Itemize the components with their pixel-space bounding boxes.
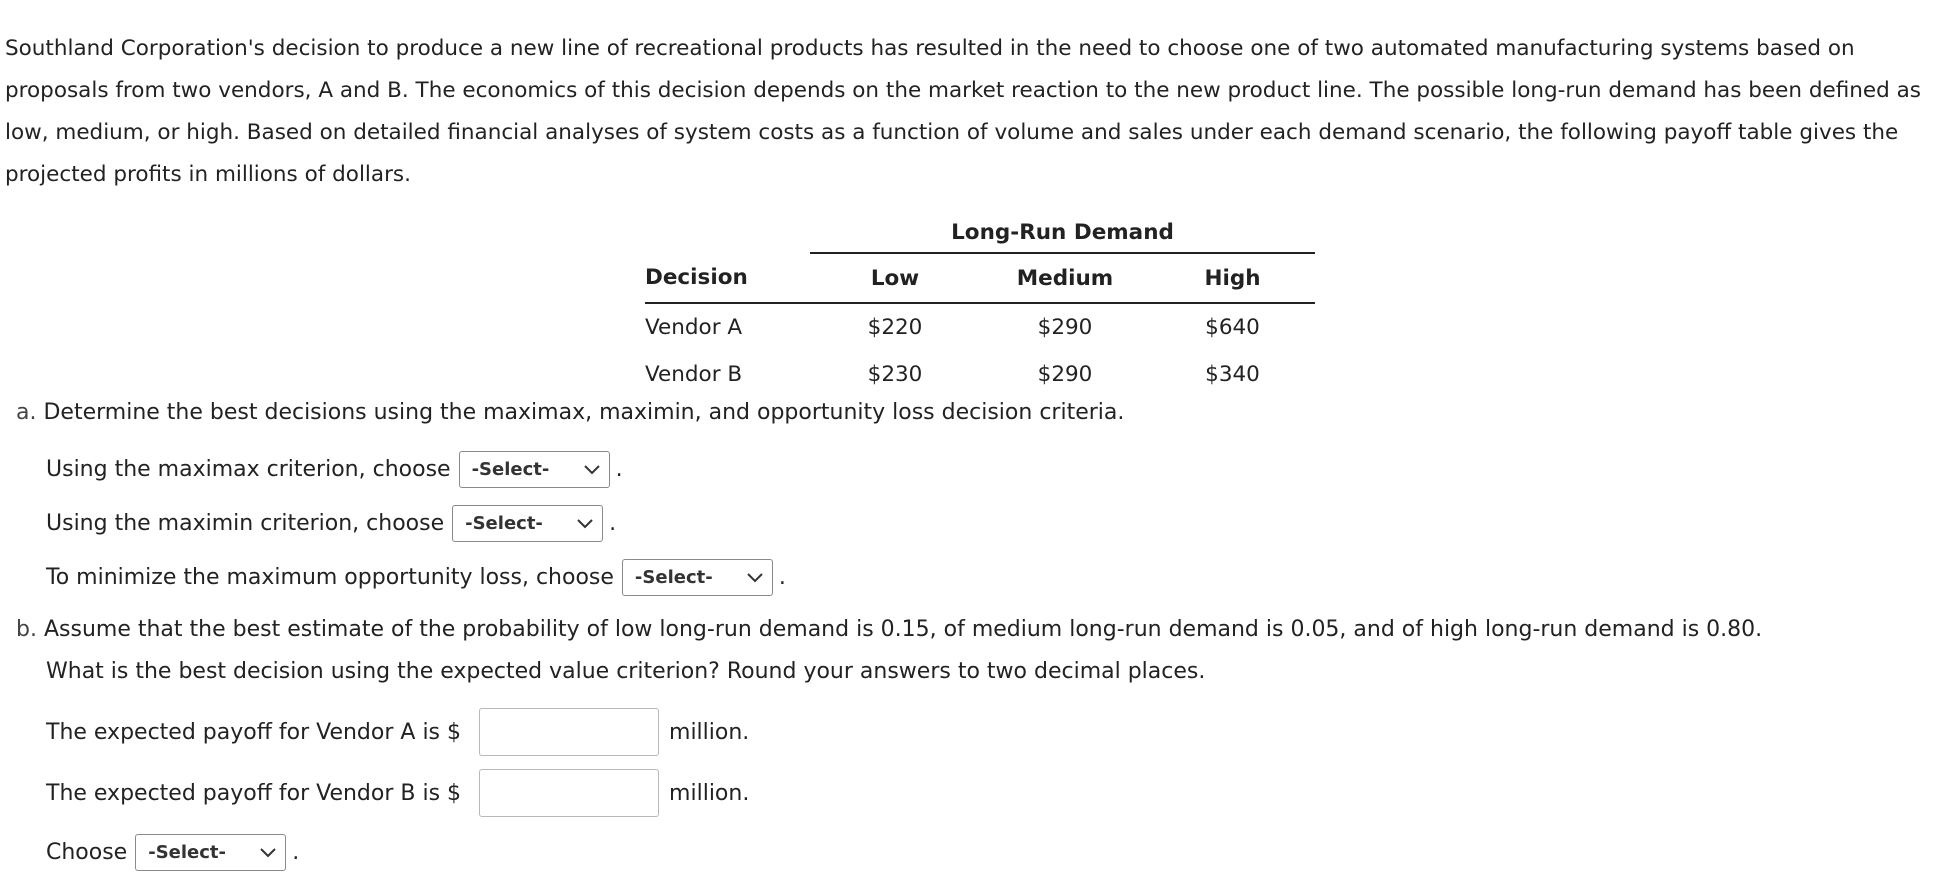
period: . <box>609 511 617 536</box>
part-b-question-cont <box>46 659 1205 684</box>
high-cell: $340 <box>1205 362 1260 387</box>
payoff-table <box>645 212 1315 398</box>
part-b-text-2: What is the best decision using the expected value criterion? Round your answers to two decimal places. <box>46 659 1206 684</box>
select-placeholder: -Select- <box>148 842 226 863</box>
long-run-demand-header: Long-Run Demand <box>810 212 1315 253</box>
part-b-question <box>16 617 1762 642</box>
select-placeholder: -Select- <box>634 567 713 588</box>
medium-cell: $290 <box>1037 362 1093 387</box>
part-b-label: b. <box>16 617 37 642</box>
payoff-b-input[interactable] <box>479 769 659 817</box>
payoff-a-prompt: The expected payoff for Vendor A is $ <box>46 719 462 745</box>
opportunity-loss-select[interactable] <box>622 559 773 596</box>
decision-cell: Vendor A <box>645 315 743 340</box>
period: . <box>292 840 300 865</box>
table-header-row <box>645 253 1315 303</box>
decision-cell: Vendor B <box>645 362 743 387</box>
medium-cell: $290 <box>1037 315 1093 340</box>
chevron-down-icon <box>583 464 601 476</box>
opportunity-loss-prompt: To minimize the maximum opportunity loss, choose <box>46 565 614 590</box>
payoff-b-prompt: The expected payoff for Vendor B is $ <box>46 780 462 806</box>
table-row <box>645 303 1315 351</box>
low-cell: $220 <box>867 315 923 340</box>
choose-line <box>46 834 299 871</box>
payoff-a-input[interactable] <box>479 708 659 756</box>
high-header: High <box>1150 253 1315 303</box>
problem-intro: Southland Corporation's decision to produce a new line of recreational products has resulted in the need to choose one of two automated manufacturing systems based on proposals from two vendors, A and B. The economics of this decision depends on the market reaction to the new product line. The possible long-run demand has been defined as low, medium, or high. Based on detailed financial analyses of system costs as a function of volume and sales under each demand scenario, the following payoff table gives the projected profits in millions of dollars. <box>5 36 1921 187</box>
choose-prompt: Choose <box>46 840 128 865</box>
maximin-line <box>46 505 616 542</box>
maximax-select[interactable] <box>459 451 610 488</box>
part-b-text-1: Assume that the best estimate of the probability of low long-run demand is 0.15, of medium long-run demand is 0.05, and of high long-run demand is 0.80. <box>43 617 1763 642</box>
maximax-line <box>46 451 623 488</box>
maximin-prompt: Using the maximin criterion, choose <box>46 511 445 536</box>
period: . <box>778 565 786 590</box>
payoff-b-line <box>46 769 749 817</box>
part-a-label: a. <box>16 400 37 425</box>
maximax-prompt: Using the maximax criterion, choose <box>46 457 451 482</box>
period: . <box>615 457 623 482</box>
chevron-down-icon <box>576 518 594 530</box>
decision-header: Decision <box>645 253 810 303</box>
low-header: Low <box>810 253 980 303</box>
medium-header: Medium <box>980 253 1150 303</box>
expected-value-select[interactable] <box>135 834 286 871</box>
part-a-text: Determine the best decisions using the maximax, maximin, and opportunity loss decision criteria. <box>43 400 1125 425</box>
high-cell: $640 <box>1205 315 1260 340</box>
select-placeholder: -Select- <box>471 459 550 480</box>
million-unit: million. <box>669 719 750 745</box>
part-a-question <box>16 400 1124 425</box>
chevron-down-icon <box>746 572 764 584</box>
chevron-down-icon <box>259 847 277 859</box>
maximin-select[interactable] <box>452 505 603 542</box>
select-placeholder: -Select- <box>465 513 543 534</box>
opportunity-loss-line <box>46 559 786 596</box>
low-cell: $230 <box>867 362 923 387</box>
table-row <box>645 351 1315 398</box>
payoff-a-line <box>46 708 749 756</box>
million-unit: million. <box>669 780 750 806</box>
